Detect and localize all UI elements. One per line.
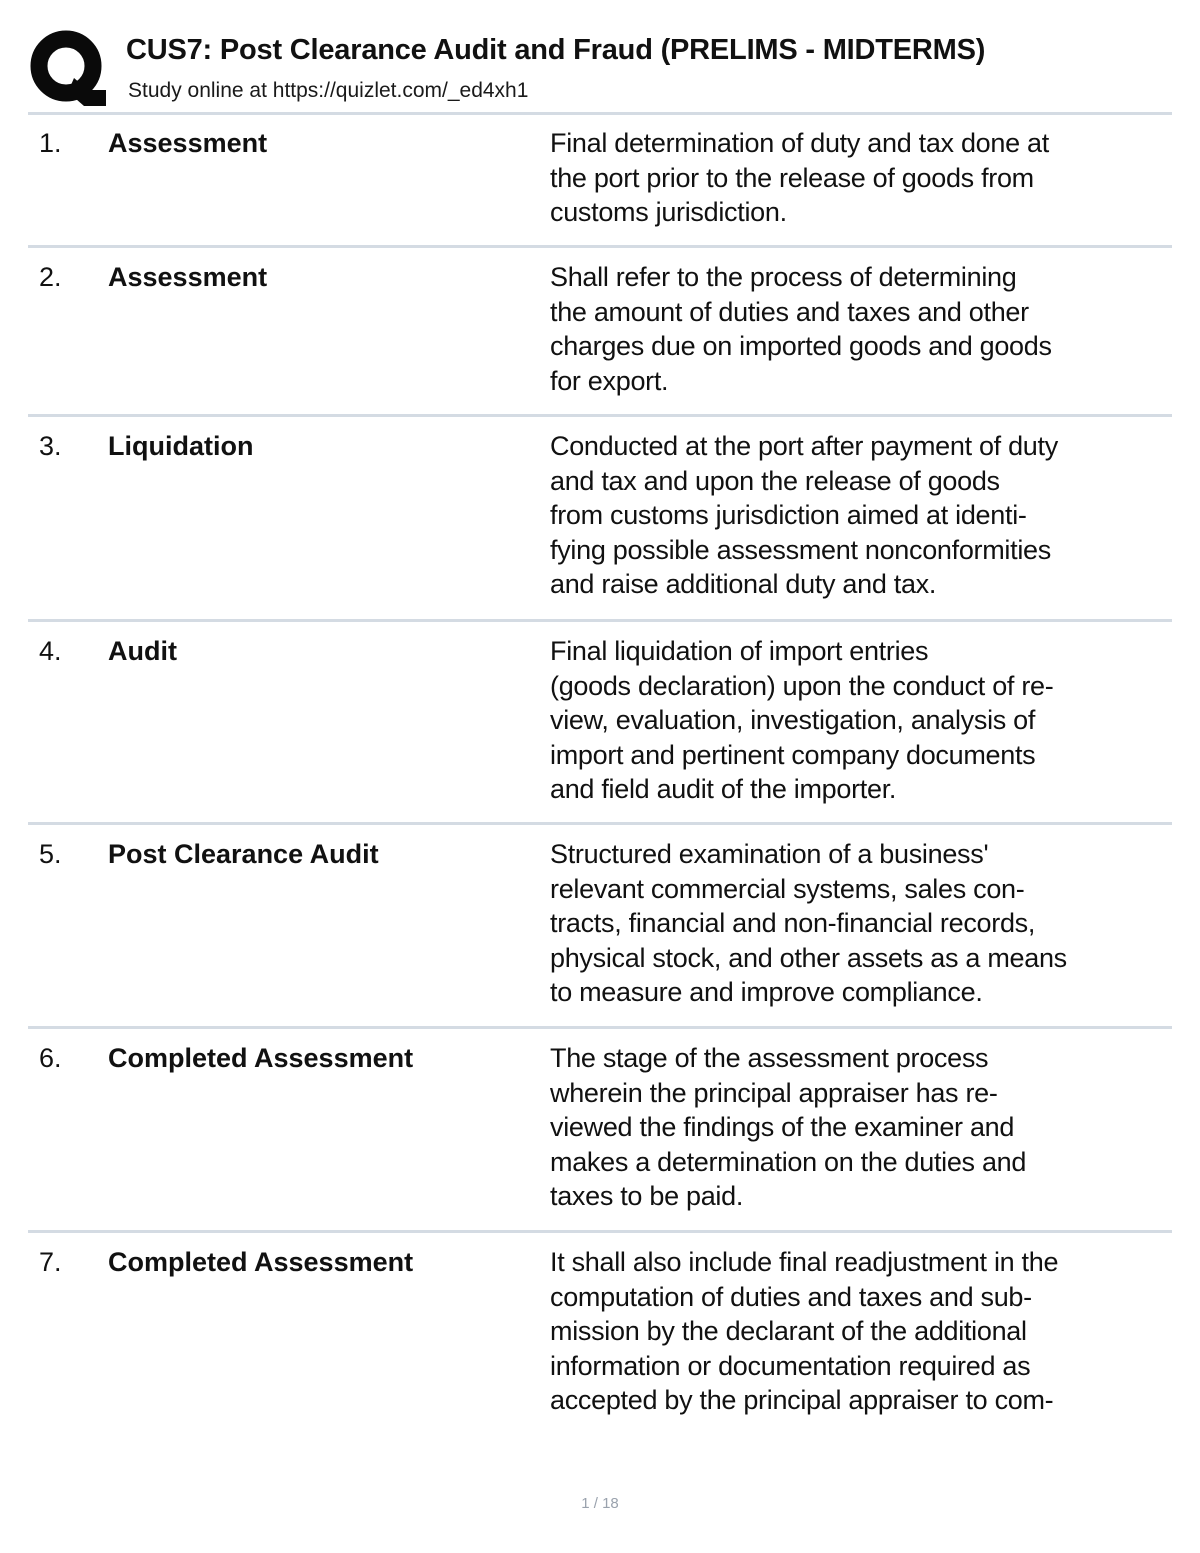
- definition-line: viewed the findings of the examiner and: [550, 1112, 1015, 1142]
- definition-line: taxes to be paid.: [550, 1181, 744, 1211]
- quizlet-q-logo-icon: [30, 30, 106, 106]
- card-term: Audit: [108, 636, 177, 666]
- header-divider: [28, 112, 1172, 115]
- definition-line: relevant commercial systems, sales con-: [550, 873, 1025, 904]
- definition-line: the amount of duties and taxes and other: [550, 296, 1029, 327]
- definition-line: tracts, financial and non-financial records,: [550, 908, 1036, 938]
- definition-line: import and pertinent company documents: [550, 739, 1036, 770]
- card-definition: [550, 1245, 1166, 1418]
- card-divider: [28, 619, 1172, 622]
- definition-line: It shall also include final readjustment in the: [550, 1247, 1059, 1277]
- definition-line: Shall refer to the process of determining: [550, 262, 1017, 292]
- definition-line: charges due on imported goods and goods: [550, 331, 1052, 361]
- definition-line: for export.: [550, 365, 669, 396]
- card-term: Assessment: [108, 128, 268, 158]
- card-definition: [550, 837, 1166, 1010]
- definition-line: accepted by the principal appraiser to com-: [550, 1385, 1054, 1415]
- definition-line: to measure and improve compliance.: [550, 977, 983, 1007]
- definition-line: computation of duties and taxes and sub-: [550, 1281, 1032, 1312]
- card-divider: [28, 414, 1172, 417]
- card-term: Assessment: [108, 262, 268, 292]
- card-divider: [28, 1230, 1172, 1233]
- card-divider: [28, 245, 1172, 248]
- definition-line: and tax and upon the release of goods: [550, 465, 1000, 496]
- definition-line: and raise additional duty and tax.: [550, 569, 937, 599]
- card-number: 6.: [39, 1043, 62, 1073]
- card-definition: [550, 260, 1166, 398]
- document-header: [28, 26, 1172, 110]
- definition-line: Final liquidation of import entries: [550, 636, 929, 666]
- definition-line: Structured examination of a business': [550, 839, 989, 869]
- card-divider: [28, 1026, 1172, 1029]
- card-number: 2.: [39, 262, 62, 292]
- study-online-link-text[interactable]: Study online at https://quizlet.com/_ed4xh1: [128, 79, 529, 102]
- definition-line: and field audit of the importer.: [550, 774, 897, 804]
- card-term: Liquidation: [108, 431, 254, 461]
- document-title: CUS7: Post Clearance Audit and Fraud (PRELIMS - MIDTERMS): [126, 34, 986, 66]
- card-term: Completed Assessment: [108, 1043, 414, 1073]
- card-definition: [550, 634, 1166, 807]
- definition-line: fying possible assessment nonconformities: [550, 534, 1051, 565]
- definition-line: makes a determination on the duties and: [550, 1146, 1027, 1177]
- card-definition: [550, 126, 1166, 230]
- definition-line: customs jurisdiction.: [550, 197, 787, 227]
- card-term: Post Clearance Audit: [108, 839, 379, 869]
- definition-line: (goods declaration) upon the conduct of re-: [550, 670, 1054, 701]
- definition-line: mission by the declarant of the additional: [550, 1316, 1027, 1346]
- definition-line: The stage of the assessment process: [550, 1043, 989, 1073]
- card-number: 4.: [39, 636, 62, 666]
- card-number: 5.: [39, 839, 62, 869]
- card-number: 7.: [39, 1247, 62, 1277]
- definition-line: information or documentation required as: [550, 1350, 1031, 1381]
- card-term: Completed Assessment: [108, 1247, 414, 1277]
- definition-line: physical stock, and other assets as a means: [550, 942, 1067, 973]
- card-definition: [550, 429, 1166, 602]
- definition-line: Final determination of duty and tax done at: [550, 128, 1049, 158]
- definition-line: the port prior to the release of goods from: [550, 162, 1034, 193]
- definition-line: from customs jurisdiction aimed at identi-: [550, 500, 1027, 530]
- card-number: 3.: [39, 431, 62, 461]
- card-number: 1.: [39, 128, 62, 158]
- definition-line: view, evaluation, investigation, analysis of: [550, 705, 1036, 735]
- definition-line: wherein the principal appraiser has re-: [550, 1077, 998, 1108]
- card-divider: [28, 822, 1172, 825]
- card-definition: [550, 1041, 1166, 1214]
- definition-line: Conducted at the port after payment of duty: [550, 431, 1058, 461]
- page-number: 1 / 18: [581, 1495, 619, 1512]
